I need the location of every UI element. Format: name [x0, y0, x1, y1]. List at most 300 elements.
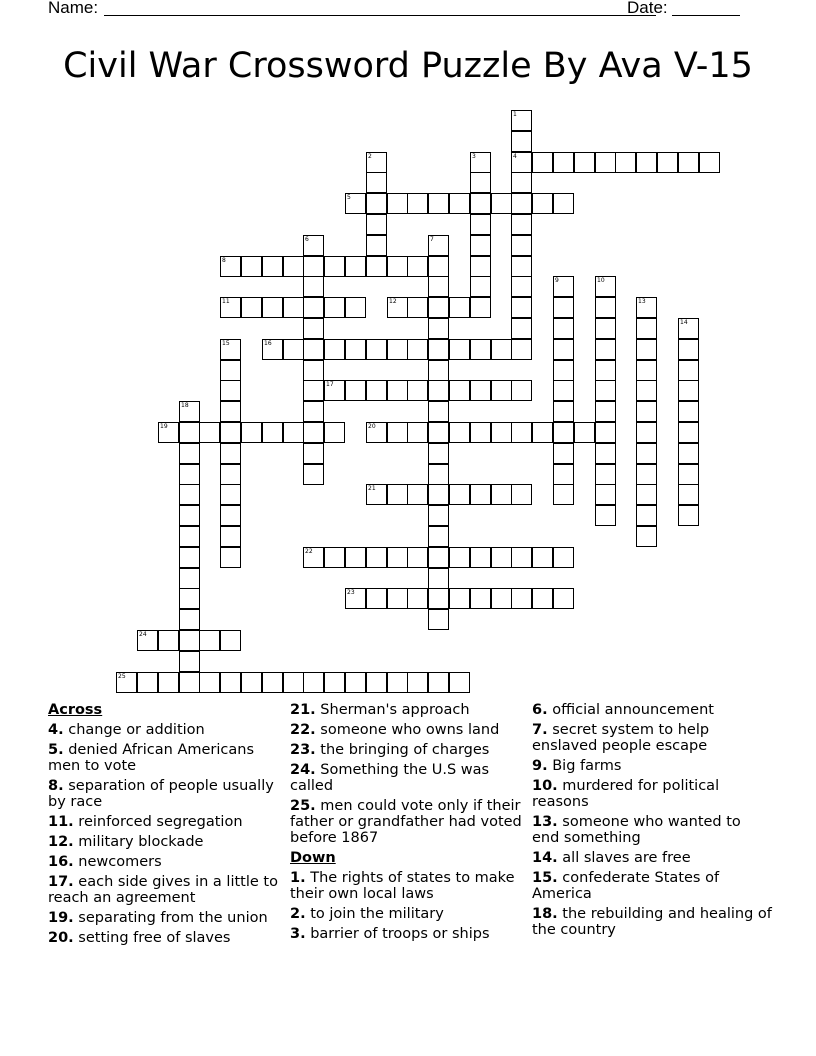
crossword-cell[interactable]	[449, 422, 470, 443]
clue-item	[290, 926, 528, 942]
clue-item-text: all slaves are free	[557, 850, 691, 866]
crossword-cell[interactable]	[615, 152, 636, 173]
crossword-cell[interactable]	[387, 256, 408, 277]
crossword-cell[interactable]	[407, 297, 428, 318]
crossword-cell[interactable]	[303, 422, 324, 443]
crossword-cell[interactable]	[470, 422, 491, 443]
clue-number: 1	[513, 111, 517, 118]
crossword-cell[interactable]	[179, 568, 200, 589]
crossword-cell[interactable]	[199, 630, 220, 651]
clue-item-text: barrier of troops or ships	[305, 926, 490, 942]
crossword-cell[interactable]	[303, 318, 324, 339]
crossword-cell[interactable]	[407, 380, 428, 401]
clue-item-text: to join the military	[305, 906, 444, 922]
crossword-cell[interactable]	[220, 422, 241, 443]
crossword-cell[interactable]	[262, 672, 283, 693]
clue-item-text: murdered for political reasons	[532, 778, 720, 810]
crossword-cell[interactable]	[595, 276, 616, 297]
clue-number: 20	[368, 423, 376, 430]
crossword-cell[interactable]	[303, 672, 324, 693]
crossword-cell[interactable]	[636, 464, 657, 485]
crossword-cell[interactable]	[470, 193, 491, 214]
crossword-cell[interactable]	[553, 339, 574, 360]
clue-item	[532, 778, 772, 810]
crossword-cell[interactable]	[595, 380, 616, 401]
crossword-cell[interactable]	[595, 339, 616, 360]
page-title: Civil War Crossword Puzzle By Ava V-15	[63, 46, 753, 86]
crossword-cell[interactable]	[449, 672, 470, 693]
crossword-cell[interactable]	[553, 588, 574, 609]
crossword-cell[interactable]	[678, 152, 699, 173]
crossword-cell[interactable]	[387, 588, 408, 609]
crossword-cell[interactable]	[303, 464, 324, 485]
crossword-cell[interactable]	[428, 193, 449, 214]
clue-item	[290, 870, 528, 902]
clue-item-number: 1.	[290, 870, 306, 886]
clue-item-text: official announcement	[547, 702, 714, 718]
crossword-cell[interactable]	[678, 380, 699, 401]
crossword-cell[interactable]	[470, 297, 491, 318]
crossword-cell[interactable]	[324, 547, 345, 568]
crossword-cell[interactable]	[387, 193, 408, 214]
clue-item	[48, 910, 282, 926]
crossword-cell[interactable]	[158, 422, 179, 443]
crossword-cell[interactable]	[179, 526, 200, 547]
crossword-cell[interactable]	[407, 256, 428, 277]
clue-item	[290, 906, 528, 922]
crossword-cell[interactable]	[636, 360, 657, 381]
crossword-cell[interactable]	[179, 672, 200, 693]
crossword-cell[interactable]	[366, 172, 387, 193]
crossword-cell[interactable]	[491, 422, 512, 443]
crossword-cell[interactable]	[678, 505, 699, 526]
crossword-cell[interactable]	[553, 464, 574, 485]
crossword-cell[interactable]	[158, 672, 179, 693]
crossword-cell[interactable]	[449, 588, 470, 609]
crossword-cell[interactable]	[179, 443, 200, 464]
crossword-cell[interactable]	[366, 235, 387, 256]
crossword-cell[interactable]	[595, 505, 616, 526]
crossword-cell[interactable]	[303, 339, 324, 360]
crossword-cell[interactable]	[241, 256, 262, 277]
crossword-cell[interactable]	[428, 318, 449, 339]
crossword-cell[interactable]	[595, 297, 616, 318]
crossword-cell[interactable]	[220, 443, 241, 464]
crossword-cell[interactable]	[179, 401, 200, 422]
crossword-cell[interactable]	[491, 380, 512, 401]
clue-number: 25	[118, 673, 126, 680]
crossword-cell[interactable]	[407, 588, 428, 609]
crossword-cell[interactable]	[366, 152, 387, 173]
crossword-cell[interactable]	[387, 547, 408, 568]
clue-item	[48, 874, 282, 906]
crossword-cell[interactable]	[116, 672, 137, 693]
crossword-cell[interactable]	[678, 464, 699, 485]
clue-item-number: 24.	[290, 762, 316, 778]
crossword-cell[interactable]	[241, 422, 262, 443]
crossword-cell[interactable]	[366, 672, 387, 693]
crossword-cell[interactable]	[179, 609, 200, 630]
crossword-cell[interactable]	[303, 547, 324, 568]
crossword-cell[interactable]	[407, 484, 428, 505]
crossword-cell[interactable]	[553, 318, 574, 339]
clue-number: 19	[160, 423, 168, 430]
clue-item	[532, 814, 772, 846]
crossword-cell[interactable]	[553, 193, 574, 214]
crossword-cell[interactable]	[532, 547, 553, 568]
crossword-cell[interactable]	[595, 401, 616, 422]
crossword-cell[interactable]	[220, 297, 241, 318]
clue-item	[532, 722, 772, 754]
crossword-cell[interactable]	[511, 297, 532, 318]
crossword-cell[interactable]	[345, 256, 366, 277]
clue-item-number: 15.	[532, 870, 558, 886]
crossword-cell[interactable]	[179, 651, 200, 672]
crossword-cell[interactable]	[470, 256, 491, 277]
crossword-cell[interactable]	[470, 588, 491, 609]
crossword-cell[interactable]	[428, 380, 449, 401]
clue-item	[290, 798, 528, 846]
crossword-cell[interactable]	[324, 339, 345, 360]
crossword-cell[interactable]	[366, 339, 387, 360]
crossword-cell[interactable]	[511, 339, 532, 360]
crossword-cell[interactable]	[179, 505, 200, 526]
clue-number: 22	[305, 548, 313, 555]
crossword-cell[interactable]	[428, 256, 449, 277]
crossword-cell[interactable]	[553, 484, 574, 505]
crossword-cell[interactable]	[220, 672, 241, 693]
crossword-cell[interactable]	[532, 193, 553, 214]
crossword-cell[interactable]	[428, 422, 449, 443]
crossword-cell[interactable]	[678, 422, 699, 443]
crossword-cell[interactable]	[470, 547, 491, 568]
clue-item	[48, 814, 282, 830]
crossword-cell[interactable]	[553, 380, 574, 401]
crossword-cell[interactable]	[595, 443, 616, 464]
crossword-cell[interactable]	[387, 339, 408, 360]
crossword-cell[interactable]	[595, 152, 616, 173]
crossword-cell[interactable]	[407, 193, 428, 214]
crossword-cell[interactable]	[241, 672, 262, 693]
crossword-cell[interactable]	[220, 360, 241, 381]
crossword-cell[interactable]	[220, 464, 241, 485]
crossword-cell[interactable]	[553, 152, 574, 173]
crossword-cell[interactable]	[387, 422, 408, 443]
crossword-cell[interactable]	[511, 484, 532, 505]
clue-number: 11	[222, 298, 230, 305]
crossword-cell[interactable]	[511, 256, 532, 277]
clue-number: 8	[222, 257, 226, 264]
crossword-cell[interactable]	[699, 152, 720, 173]
crossword-cell[interactable]	[179, 464, 200, 485]
crossword-cell[interactable]	[678, 339, 699, 360]
clue-item-text: someone who wanted to end something	[532, 814, 741, 846]
clue-item	[532, 702, 772, 718]
crossword-cell[interactable]	[324, 256, 345, 277]
crossword-cell[interactable]	[470, 235, 491, 256]
crossword-cell[interactable]	[553, 276, 574, 297]
crossword-cell[interactable]	[407, 547, 428, 568]
crossword-cell[interactable]	[470, 152, 491, 173]
crossword-cell[interactable]	[678, 401, 699, 422]
crossword-cell[interactable]	[428, 484, 449, 505]
crossword-cell[interactable]	[199, 422, 220, 443]
crossword-cell[interactable]	[491, 588, 512, 609]
crossword-cell[interactable]	[511, 214, 532, 235]
crossword-cell[interactable]	[283, 422, 304, 443]
crossword-cell[interactable]	[595, 464, 616, 485]
crossword-cell[interactable]	[428, 526, 449, 547]
crossword-cell[interactable]	[511, 172, 532, 193]
clue-item-text: Something the U.S was called	[290, 762, 490, 794]
crossword-cell[interactable]	[470, 339, 491, 360]
crossword-cell[interactable]	[449, 297, 470, 318]
crossword-cell[interactable]	[449, 193, 470, 214]
crossword-cell[interactable]	[283, 297, 304, 318]
crossword-cell[interactable]	[595, 484, 616, 505]
crossword-cell[interactable]	[387, 672, 408, 693]
clue-item-text: someone who owns land	[315, 722, 500, 738]
clue-number: 17	[326, 381, 334, 388]
crossword-cell[interactable]	[636, 484, 657, 505]
crossword-cell[interactable]	[283, 339, 304, 360]
crossword-cell[interactable]	[220, 505, 241, 526]
crossword-cell[interactable]	[428, 505, 449, 526]
crossword-cell[interactable]	[678, 484, 699, 505]
crossword-cell[interactable]	[657, 152, 678, 173]
crossword-cell[interactable]	[553, 401, 574, 422]
crossword-cell[interactable]	[553, 443, 574, 464]
crossword-cell[interactable]	[137, 672, 158, 693]
crossword-cell[interactable]	[303, 276, 324, 297]
crossword-cell[interactable]	[262, 422, 283, 443]
crossword-cell[interactable]	[470, 172, 491, 193]
crossword-cell[interactable]	[449, 380, 470, 401]
crossword-cell[interactable]	[220, 339, 241, 360]
crossword-cell[interactable]	[428, 588, 449, 609]
clue-number: 7	[430, 236, 434, 243]
crossword-cell[interactable]	[345, 380, 366, 401]
crossword-cell[interactable]	[158, 630, 179, 651]
crossword-cell[interactable]	[428, 443, 449, 464]
clue-item-text: the rebuilding and healing of the country	[532, 906, 772, 938]
clue-item	[290, 702, 528, 718]
clue-item	[290, 742, 528, 758]
crossword-cell[interactable]	[283, 256, 304, 277]
name-label: Name:	[48, 0, 99, 17]
crossword-cell[interactable]	[428, 464, 449, 485]
crossword-cell[interactable]	[366, 193, 387, 214]
crossword-cell[interactable]	[553, 422, 574, 443]
crossword-cell[interactable]	[532, 422, 553, 443]
crossword-cell[interactable]	[636, 422, 657, 443]
crossword-cell[interactable]	[636, 297, 657, 318]
clue-item	[48, 854, 282, 870]
crossword-cell[interactable]	[449, 339, 470, 360]
crossword-cell[interactable]	[366, 484, 387, 505]
crossword-cell[interactable]	[678, 318, 699, 339]
crossword-cell[interactable]	[511, 131, 532, 152]
crossword-cell[interactable]	[407, 672, 428, 693]
crossword-cell[interactable]	[428, 401, 449, 422]
crossword-cell[interactable]	[595, 318, 616, 339]
crossword-cell[interactable]	[491, 193, 512, 214]
crossword-cell[interactable]	[470, 484, 491, 505]
crossword-cell[interactable]	[303, 297, 324, 318]
clue-item-number: 19.	[48, 910, 74, 926]
clues-column-2	[290, 702, 528, 946]
crossword-cell[interactable]	[511, 152, 532, 173]
crossword-cell[interactable]	[428, 547, 449, 568]
crossword-cell[interactable]	[636, 443, 657, 464]
crossword-cell[interactable]	[220, 380, 241, 401]
crossword-cell[interactable]	[470, 214, 491, 235]
crossword-cell[interactable]	[283, 672, 304, 693]
crossword-cell[interactable]	[366, 380, 387, 401]
clue-number: 21	[368, 485, 376, 492]
crossword-cell[interactable]	[511, 235, 532, 256]
crossword-cell[interactable]	[179, 547, 200, 568]
crossword-cell[interactable]	[511, 193, 532, 214]
crossword-cell[interactable]	[511, 380, 532, 401]
crossword-cell[interactable]	[387, 484, 408, 505]
crossword-cell[interactable]	[324, 380, 345, 401]
crossword-cell[interactable]	[179, 422, 200, 443]
crossword-cell[interactable]	[449, 547, 470, 568]
crossword-cell[interactable]	[345, 297, 366, 318]
clue-item-text: change or addition	[63, 722, 205, 738]
crossword-cell[interactable]	[366, 214, 387, 235]
clue-number: 2	[368, 153, 372, 160]
clue-item-number: 22.	[290, 722, 316, 738]
crossword-cell[interactable]	[428, 609, 449, 630]
crossword-cell[interactable]	[345, 547, 366, 568]
crossword-cell[interactable]	[324, 297, 345, 318]
crossword-cell[interactable]	[387, 297, 408, 318]
crossword-cell[interactable]	[470, 276, 491, 297]
crossword-cell[interactable]	[241, 297, 262, 318]
crossword-cell[interactable]	[345, 672, 366, 693]
clue-number: 13	[638, 298, 646, 305]
crossword-cell[interactable]	[303, 256, 324, 277]
clue-item	[532, 906, 772, 938]
crossword-cell[interactable]	[595, 360, 616, 381]
crossword-cell[interactable]	[636, 401, 657, 422]
crossword-cell[interactable]	[366, 422, 387, 443]
crossword-cell[interactable]	[574, 422, 595, 443]
crossword-cell[interactable]	[407, 339, 428, 360]
crossword-cell[interactable]	[387, 380, 408, 401]
crossword-cell[interactable]	[511, 547, 532, 568]
clue-number: 5	[347, 194, 351, 201]
crossword-cell[interactable]	[262, 256, 283, 277]
crossword-cell[interactable]	[199, 672, 220, 693]
crossword-cell[interactable]	[303, 401, 324, 422]
crossword-cell[interactable]	[532, 152, 553, 173]
crossword-cell[interactable]	[595, 422, 616, 443]
crossword-cell[interactable]	[428, 339, 449, 360]
crossword-cell[interactable]	[220, 484, 241, 505]
crossword-cell[interactable]	[553, 547, 574, 568]
crossword-cell[interactable]	[220, 401, 241, 422]
crossword-cell[interactable]	[511, 276, 532, 297]
crossword-cell[interactable]	[262, 297, 283, 318]
crossword-cell[interactable]	[303, 380, 324, 401]
clue-number: 15	[222, 340, 230, 347]
crossword-cell[interactable]	[262, 339, 283, 360]
crossword-cell[interactable]	[636, 505, 657, 526]
clue-item-number: 7.	[532, 722, 548, 738]
crossword-cell[interactable]	[636, 380, 657, 401]
clue-item-text: separating from the union	[73, 910, 268, 926]
crossword-cell[interactable]	[428, 276, 449, 297]
clue-item-number: 16.	[48, 854, 74, 870]
clue-item-number: 18.	[532, 906, 558, 922]
crossword-cell[interactable]	[345, 588, 366, 609]
crossword-cell[interactable]	[407, 422, 428, 443]
crossword-cell[interactable]	[491, 547, 512, 568]
crossword-cell[interactable]	[491, 484, 512, 505]
crossword-cell[interactable]	[511, 318, 532, 339]
crossword-cell[interactable]	[220, 547, 241, 568]
crossword-cell[interactable]	[220, 630, 241, 651]
crossword-cell[interactable]	[553, 360, 574, 381]
crossword-cell[interactable]	[532, 588, 553, 609]
crossword-cell[interactable]	[324, 672, 345, 693]
crossword-cell[interactable]	[449, 484, 470, 505]
crossword-cell[interactable]	[303, 443, 324, 464]
clue-item-text: denied African Americans men to vote	[48, 742, 255, 774]
crossword-cell[interactable]	[179, 630, 200, 651]
crossword-cell[interactable]	[428, 235, 449, 256]
crossword-cell[interactable]	[324, 422, 345, 443]
crossword-cell[interactable]	[574, 152, 595, 173]
crossword-cell[interactable]	[553, 297, 574, 318]
clue-number: 6	[305, 236, 309, 243]
clue-item-text: the bringing of charges	[315, 742, 490, 758]
crossword-cell[interactable]	[220, 526, 241, 547]
crossword-cell[interactable]	[636, 526, 657, 547]
crossword-cell[interactable]	[511, 422, 532, 443]
crossword-cell[interactable]	[179, 588, 200, 609]
crossword-cell[interactable]	[428, 568, 449, 589]
crossword-cell[interactable]	[636, 152, 657, 173]
crossword-cell[interactable]	[428, 297, 449, 318]
crossword-cell[interactable]	[220, 256, 241, 277]
clue-item-number: 13.	[532, 814, 558, 830]
crossword-cell[interactable]	[636, 318, 657, 339]
crossword-cell[interactable]	[491, 339, 512, 360]
crossword-cell[interactable]	[345, 193, 366, 214]
crossword-cell[interactable]	[511, 588, 532, 609]
crossword-cell[interactable]	[678, 360, 699, 381]
crossword-cell[interactable]	[366, 547, 387, 568]
crossword-cell[interactable]	[636, 339, 657, 360]
crossword-cell[interactable]	[137, 630, 158, 651]
crossword-cell[interactable]	[366, 256, 387, 277]
crossword-cell[interactable]	[428, 360, 449, 381]
crossword-cell[interactable]	[179, 484, 200, 505]
crossword-cell[interactable]	[678, 443, 699, 464]
crossword-cell[interactable]	[470, 380, 491, 401]
crossword-cell[interactable]	[511, 110, 532, 131]
clue-item-number: 9.	[532, 758, 548, 774]
crossword-cell[interactable]	[345, 339, 366, 360]
crossword-cell[interactable]	[366, 588, 387, 609]
crossword-cell[interactable]	[303, 360, 324, 381]
crossword-cell[interactable]	[303, 235, 324, 256]
crossword-cell[interactable]	[428, 672, 449, 693]
